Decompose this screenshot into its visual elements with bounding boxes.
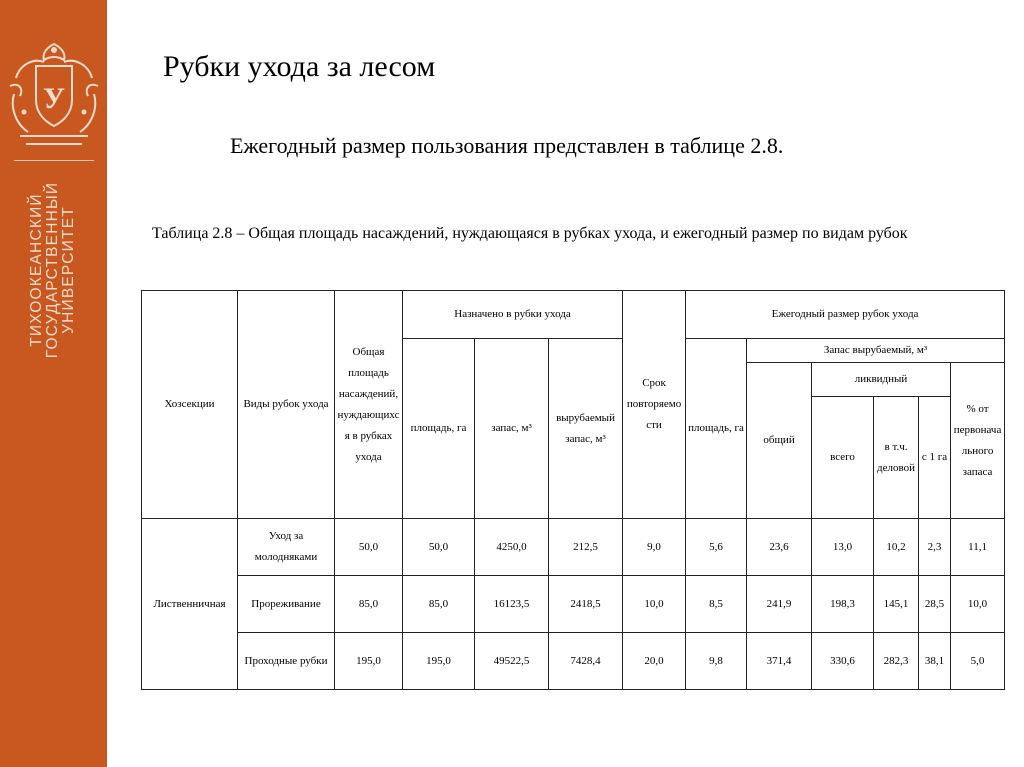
subtitle: Ежегодный размер пользования представлен в таблице 2.8. [230,133,784,158]
slide-title: Рубки ухода за лесом [163,50,436,83]
university-name: ТИХООКЕАНСКИЙ ГОСУДАРСТВЕННЫЙ УНИВЕРСИТЕТ [28,181,77,359]
row-type: Прореживание [238,576,335,633]
cell: 28,5 [919,576,951,633]
header-vtch-delovoi: в т.ч. деловой [874,397,919,519]
university-crest-icon [6,38,102,156]
row-type: Уход за молодняками [238,519,335,576]
table-row [142,633,1005,690]
cell: 4250,0 [475,519,549,576]
cell: 371,4 [747,633,812,690]
cell: 10,0 [951,576,1005,633]
cell: 145,1 [874,576,919,633]
cell: 195,0 [403,633,475,690]
header-srok: Срок повторяемости [623,291,686,519]
cell: 85,0 [335,576,403,633]
cell: 330,6 [812,633,874,690]
cell: 13,0 [812,519,874,576]
header-hozsekcii: Хозсекции [142,291,238,519]
cell: 212,5 [549,519,623,576]
cell: 241,9 [747,576,812,633]
header-obshiy: общий [747,363,812,519]
cell: 282,3 [874,633,919,690]
cell: 50,0 [335,519,403,576]
cell: 5,6 [686,519,747,576]
header-likvidnyi: ликвидный [812,363,951,397]
row-type: Проходные рубки [238,633,335,690]
cell: 16123,5 [475,576,549,633]
header-procent: % от первоначального запаса [951,363,1005,519]
cell: 10,0 [623,576,686,633]
header-zapas: запас, м³ [475,339,549,519]
header-s1ga: с 1 га [919,397,951,519]
cell: 5,0 [951,633,1005,690]
cell: 2418,5 [549,576,623,633]
header-vsego: всего [812,397,874,519]
cell: 8,5 [686,576,747,633]
cell: 38,1 [919,633,951,690]
cell: 2,3 [919,519,951,576]
header-obshaya: Общая площадь насаждений, нуждающихся в рубках ухода [335,291,403,519]
table-caption: Таблица 2.8 – Общая площадь насаждений, нуждающаяся в рубках ухода, и ежегодный размер по видам рубок [152,225,908,242]
header-naznacheno: Назначено в рубки ухода [403,291,623,339]
cell: 10,2 [874,519,919,576]
section-cell: Лиственничная [142,519,238,690]
header-ploshad: площадь, га [403,339,475,519]
sidebar [0,0,107,767]
cell: 49522,5 [475,633,549,690]
svg-text:У: У [42,82,66,115]
header-ezhegodnyi: Ежегодный размер рубок ухода [686,291,1005,339]
data-table [141,290,1005,690]
cell: 195,0 [335,633,403,690]
cell: 9,0 [623,519,686,576]
header-vyrubaemyi-zapas: вырубаемый запас, м³ [549,339,623,519]
cell: 9,8 [686,633,747,690]
header-zapas-vyrubaemyi: Запас вырубаемый, м³ [747,339,1005,363]
sidebar-divider [14,160,94,161]
cell: 50,0 [403,519,475,576]
table-row [142,519,1005,576]
cell: 85,0 [403,576,475,633]
header-vidy: Виды рубок ухода [238,291,335,519]
cell: 20,0 [623,633,686,690]
table-row [142,576,1005,633]
cell: 7428,4 [549,633,623,690]
cell: 198,3 [812,576,874,633]
header-ploshad-ezhegodnyi: площадь, га [686,339,747,519]
cell: 23,6 [747,519,812,576]
cell: 11,1 [951,519,1005,576]
